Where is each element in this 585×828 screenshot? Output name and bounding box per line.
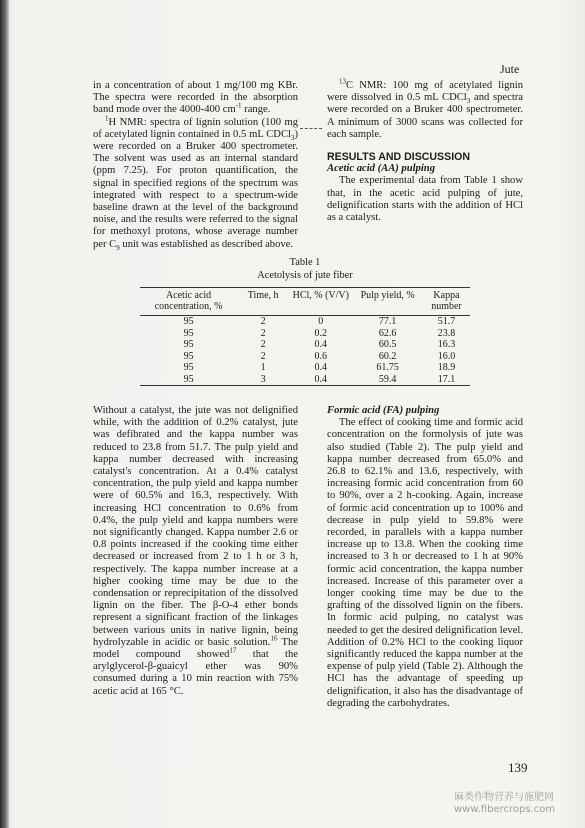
table-cell: 95: [140, 374, 237, 386]
acetolysis-table: [140, 287, 470, 386]
acetic-discussion-paragraph: Without a catalyst, the jute was not delignified while, with the addition of 0.2% catalyst, jute was defibrated and the kappa number was reduced to 23.8 from 51.7. The pulp yield and kappa number decreased with increasing catalyst's concentration. At a 0.4% catalyst concentration, the pulp yield and kappa number were of 60.5% and 16.3, respectively. With increasing HCl concentration to 0.6% from 0.4%, the pulp yield and kappa numbers were not significantly changed. Kappa number 2.6 or 0.8 points increased if the cooking time either decreased or increased from 2 to 1 h or 3 h, respectively. The kappa number increase at a higher cooking time may be due to the condensation or reprecipitation of the dissolved lignin on the fiber. The β-O-4 ether bonds represent a significant fraction of the linkages between various units in native lignin, being hydrolyzable in acidic or basic solution.$^{16}$ The model compound showed$^{17}$ that the arylglycerol-β-guaicyl ether was 90% consumed during a 10 min reaction with 75% acetic acid at 165 °C.: [93, 405, 298, 697]
table-cell: 17.1: [423, 374, 470, 386]
formic-acid-subheading: Formic acid (FA) pulping: [327, 405, 440, 416]
table-cell: 60.2: [378, 350, 397, 362]
table-cell: 61.75: [376, 362, 399, 374]
right-column-bottom: [327, 405, 523, 710]
table-cell: 0: [318, 316, 324, 328]
table-cell: 59.4: [352, 374, 423, 386]
table-cell: 2: [260, 350, 266, 362]
table-cell: 2: [260, 316, 266, 328]
table-cell: 3: [237, 374, 289, 386]
acetic-intro-paragraph: The experimental data from Table 1 show that, in the acetic acid pulping of jute, delignification starts with the addition of HCl as a catalyst.: [327, 175, 523, 224]
table-cell: 51.7: [437, 316, 456, 328]
table-cell: 0.6: [314, 350, 328, 362]
formic-discussion-paragraph: The effect of cooking time and formic acid concentration on the formolysis of jute was also studied (Table 2). The pulp yield and kappa number decreased from 65.0% and 26.8 to 62.1% and 13.6, respectively, with increasing formic acid concentration from 60 to 90%, over a 2 h-cooking. Again, increase of formic acid concentration up to 100% and decrease in pulp yield to 59.8% were recorded, in parallels with a kappa number increase up to 13.8. When the cooking time increased to 3 h or decreased to 1 h at 90% formic acid concentration, the kappa number increased. Increase of this parameter over a longer cooking time may be due to the grafting of the dissolved lignin on the fibers. In formic acid pulping, no catalyst was needed to get the desired delignification level. Addition of 0.2% HCl to the cooking liquor significantly reduced the kappa number at the expense of pulp yield (Table 2). Although the HCl has the advantage of speeding up delignification, it also has the disadvantage of degrading the carbohydrates.: [327, 417, 523, 709]
table-cell: 0.4: [314, 362, 328, 374]
table-cell: 18.9: [437, 362, 456, 374]
table-row: [140, 351, 470, 363]
book-binding-shadow: [0, 0, 9, 828]
watermark-chinese: 麻类作物营养与施肥网: [454, 792, 554, 803]
table-row: [140, 328, 470, 340]
table-caption: [140, 256, 470, 282]
table-cell: 62.6: [378, 327, 397, 339]
column-header: Acetic acid concentration, %: [140, 288, 237, 316]
left-column-bottom: [93, 405, 298, 698]
column-header: Pulp yield, %: [352, 288, 423, 316]
table-cell: 16.3: [437, 339, 456, 351]
table-header-row: [140, 288, 470, 316]
table-cell: 23.8: [437, 327, 456, 339]
column-header: HCl, % (V/V): [289, 288, 352, 316]
table-title: Acetolysis of jute fiber: [257, 270, 353, 281]
table-cell: 95: [183, 362, 194, 374]
table-cell: 95: [183, 316, 194, 328]
table-cell: 60.5: [378, 339, 397, 351]
table-cell: 95: [183, 339, 194, 351]
left-column-top: [93, 80, 298, 251]
table-cell: 77.1: [378, 316, 397, 328]
table-cell: 2: [260, 327, 266, 339]
table-row: [140, 339, 470, 351]
table-cell: 16.0: [437, 350, 456, 362]
table-number: Table 1: [289, 257, 321, 268]
page-number: 139: [508, 760, 528, 775]
section-heading: RESULTS AND DISCUSSION: [327, 151, 471, 164]
acetic-acid-subheading: Acetic acid (AA) pulping: [327, 163, 435, 175]
h-nmr-paragraph: $^1$H NMR: spectra of lignin solution (100 mg of acetylated lignin contained in 0.5 mL CDCl$_3$) were recorded on a Bruker 400 spectrometer. The solvent was used as an internal standard (ppm 7.25). For proton quantification, the signal in specified regions of the spectrum was integrated with respect to a spectrum-wide baseline drawn at the level of the background noise, and the results were referred to the signal for methoxyl protons, whose average number per $C_9$ unit was established as described above.: [93, 114, 298, 252]
site-watermark: [454, 792, 555, 816]
table-row: [140, 374, 470, 386]
watermark-url: www.fibercrops.com: [454, 804, 556, 815]
table-cell: 2: [260, 339, 266, 351]
table-row: [140, 316, 470, 328]
right-column-top: [327, 77, 524, 224]
running-head: Jute: [500, 62, 520, 76]
pen-mark: [300, 128, 322, 131]
ir-paragraph: in a concentration of about 1 mg/100 mg KBr. The spectra were recorded in the absorption band mode over the 4000-400 $cm^{-1}$ range.: [93, 80, 298, 116]
table-cell: 0.4: [314, 339, 328, 351]
table-cell: 0.4: [289, 374, 352, 386]
table-cell: 0.2: [314, 327, 328, 339]
c-nmr-paragraph: $^{13}$C NMR: 100 mg of acetylated lignin were dissolved in 0.5 mL CDCl$_3$ and spectra were recorded on a Bruker 400 spectrometer. A minimum of 3000 scans was collected for each sample.: [327, 77, 524, 140]
table-cell: 95: [183, 350, 194, 362]
column-header: Kappa number: [423, 288, 470, 316]
table-cell: 95: [183, 327, 194, 339]
table-cell: 1: [260, 362, 266, 374]
table-row: [140, 362, 470, 374]
column-header: Time, h: [237, 288, 289, 316]
